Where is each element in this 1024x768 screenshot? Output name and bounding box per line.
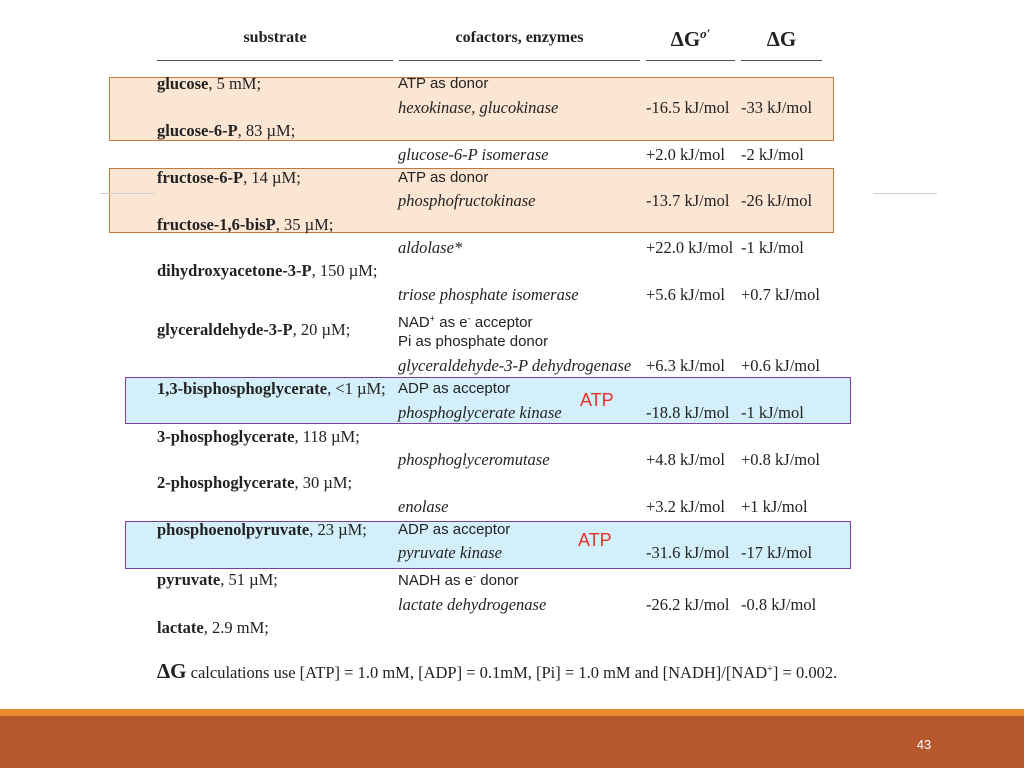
enzyme-name: enolase: [398, 497, 449, 516]
cofactor-note: [398, 74, 488, 94]
divider-right: [873, 193, 937, 194]
enzyme-name: pyruvate kinase: [398, 543, 503, 562]
substrate-concentration: , 83 µM;: [237, 121, 296, 140]
atp-callout: ATP: [580, 390, 614, 410]
dg-actual-value: +0.7 kJ/mol: [741, 285, 820, 304]
substrate-concentration: , 5 mM;: [208, 74, 262, 93]
cofactor-note: [398, 571, 519, 591]
substrate-concentration: , 30 µM;: [294, 473, 353, 492]
substrate-name: 3-phosphoglycerate: [157, 427, 295, 446]
header-underline-cofactors: [399, 60, 640, 61]
dg-standard-value: -31.6 kJ/mol: [646, 543, 730, 562]
header-delta-g-actual: ΔG: [766, 27, 797, 51]
substrate-concentration: , <1 µM;: [327, 379, 386, 398]
substrate-row: [157, 215, 333, 235]
dg-actual-value: -1 kJ/mol: [741, 403, 804, 422]
superscript: +: [767, 663, 773, 675]
dg-actual-value: -2 kJ/mol: [741, 145, 804, 164]
header-underline-substrate: [157, 60, 393, 61]
substrate-name: glucose-6-P: [157, 121, 238, 140]
superscript: -: [473, 571, 477, 582]
dg-actual-value: -0.8 kJ/mol: [741, 595, 817, 614]
dg-standard-value: +4.8 kJ/mol: [646, 450, 725, 469]
dg-standard-value: -13.7 kJ/mol: [646, 191, 730, 210]
substrate-name: fructose-6-P: [157, 168, 244, 187]
substrate-row: [157, 121, 295, 141]
substrate-name: glyceraldehyde-3-P: [157, 320, 293, 339]
enzyme-name: phosphoglycerate kinase: [398, 403, 562, 422]
delta-g-symbol: ΔG: [670, 27, 701, 51]
substrate-name: glucose: [157, 74, 209, 93]
footnote-text: calculations use [ATP] = 1.0 mM, [ADP] = 0.1mM, [Pi] = 1.0 mM and [NADH]/[NAD: [186, 663, 768, 682]
substrate-row: [157, 427, 360, 447]
cofactor-text: ATP as donor: [398, 75, 489, 92]
enzyme-name: phosphofructokinase: [398, 191, 536, 210]
dg-standard-value: -26.2 kJ/mol: [646, 595, 730, 614]
dg-actual-value: -17 kJ/mol: [741, 543, 813, 562]
cofactor-text: ADP as acceptor: [398, 380, 511, 397]
substrate-name: lactate: [157, 618, 204, 637]
cofactor-note: [398, 520, 510, 540]
dg-actual-value: -26 kJ/mol: [741, 191, 813, 210]
enzyme-name: glyceraldehyde-3-P dehydrogenase: [398, 356, 632, 375]
dg-actual-value: +0.8 kJ/mol: [741, 450, 820, 469]
dg-actual-value: -1 kJ/mol: [741, 238, 804, 257]
enzyme-name: glucose-6-P isomerase: [398, 145, 549, 164]
header-underline-dg-standard: [646, 60, 735, 61]
dg-standard-value: +3.2 kJ/mol: [646, 497, 725, 516]
enzyme-name: lactate dehydrogenase: [398, 595, 547, 614]
dg-actual-value: +1 kJ/mol: [741, 497, 808, 516]
dg-actual-value: +0.6 kJ/mol: [741, 356, 820, 375]
enzyme-name: hexokinase, glucokinase: [398, 98, 559, 117]
dg-standard-value: -16.5 kJ/mol: [646, 98, 730, 117]
cofactor-note: [398, 332, 548, 352]
substrate-concentration: , 2.9 mM;: [203, 618, 269, 637]
substrate-name: 2-phosphoglycerate: [157, 473, 295, 492]
enzyme-name: triose phosphate isomerase: [398, 285, 579, 304]
substrate-row: [157, 379, 386, 399]
substrate-concentration: , 23 µM;: [309, 520, 367, 539]
enzyme-name: aldolase*: [398, 238, 463, 257]
atp-callout: ATP: [578, 530, 612, 550]
substrate-concentration: , 35 µM;: [275, 215, 334, 234]
footnote-delta-g: ΔG: [157, 659, 187, 683]
substrate-name: fructose-1,6-bisP: [157, 215, 276, 234]
cofactor-text: Pi as phosphate donor: [398, 333, 549, 350]
dg-standard-value: +22.0 kJ/mol: [646, 238, 734, 257]
enzyme-name: phosphoglyceromutase: [398, 450, 550, 469]
cofactor-text: ADP as acceptor: [398, 521, 511, 538]
header-delta-g-standard: [646, 27, 735, 51]
substrate-concentration: , 51 µM;: [220, 570, 278, 589]
footer-band: [0, 716, 1024, 768]
substrate-row: [157, 520, 367, 540]
substrate-concentration: , 14 µM;: [243, 168, 301, 187]
footnote: [157, 659, 837, 685]
substrate-concentration: , 150 µM;: [311, 261, 378, 280]
substrate-row: [157, 261, 378, 281]
substrate-row: [157, 320, 350, 340]
dg-standard-value: +5.6 kJ/mol: [646, 285, 725, 304]
substrate-name: pyruvate: [157, 570, 221, 589]
substrate-row: [157, 473, 352, 493]
cofactor-text: as e: [435, 314, 468, 331]
header-substrate: substrate: [243, 29, 307, 46]
cofactor-text: ATP as donor: [398, 169, 489, 186]
standard-state-superscript: o′: [700, 26, 711, 42]
header-cofactors-enzymes: cofactors, enzymes: [455, 29, 584, 46]
dg-standard-value: +2.0 kJ/mol: [646, 145, 725, 164]
substrate-row: [157, 570, 278, 590]
superscript: +: [429, 313, 436, 324]
substrate-row: [157, 618, 269, 638]
superscript: -: [467, 313, 471, 324]
divider-left: [100, 193, 155, 194]
substrate-row: [157, 74, 261, 94]
cofactor-text: acceptor: [470, 314, 533, 331]
substrate-concentration: , 20 µM;: [292, 320, 351, 339]
substrate-name: phosphoenolpyruvate: [157, 520, 310, 539]
substrate-row: [157, 168, 301, 188]
dg-actual-value: -33 kJ/mol: [741, 98, 813, 117]
cofactor-note: [398, 313, 532, 333]
cofactor-text: donor: [476, 572, 519, 589]
cofactor-text: NAD: [398, 314, 430, 331]
footnote-text-end: ] = 0.002.: [772, 663, 838, 682]
cofactor-note: [398, 168, 488, 188]
header-underline-dg-actual: [741, 60, 822, 61]
cofactor-note: [398, 379, 510, 399]
substrate-name: 1,3-bisphosphoglycerate: [157, 379, 328, 398]
dg-standard-value: +6.3 kJ/mol: [646, 356, 725, 375]
cofactor-text: NADH as e: [398, 572, 474, 589]
page-number: 43: [916, 737, 932, 752]
substrate-name: dihydroxyacetone-3-P: [157, 261, 312, 280]
dg-standard-value: -18.8 kJ/mol: [646, 403, 730, 422]
footer-stripe: [0, 709, 1024, 716]
substrate-concentration: , 118 µM;: [294, 427, 360, 446]
